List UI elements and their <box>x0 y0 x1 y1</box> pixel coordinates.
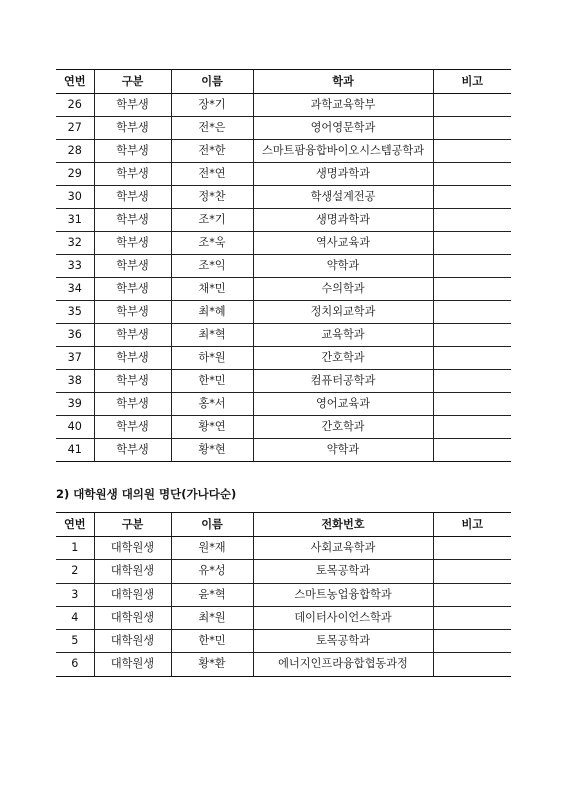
cell-remarks <box>433 653 511 676</box>
cell-department: 생명과학과 <box>253 209 433 232</box>
cell-category: 학부생 <box>94 140 171 163</box>
cell-category: 학부생 <box>94 94 171 117</box>
cell-department: 간호학과 <box>253 416 433 439</box>
cell-department: 교육학과 <box>253 324 433 347</box>
cell-remarks <box>433 232 511 255</box>
cell-category: 학부생 <box>94 278 171 301</box>
cell-remarks <box>433 370 511 393</box>
table-row <box>56 439 511 462</box>
cell-number: 5 <box>56 630 94 653</box>
cell-name: 황*환 <box>171 653 253 676</box>
cell-department: 토목공학과 <box>253 560 433 583</box>
cell-name: 장*기 <box>171 94 253 117</box>
cell-name: 황*연 <box>171 416 253 439</box>
cell-department: 데이터사이언스학과 <box>253 606 433 629</box>
cell-category: 대학원생 <box>94 583 171 606</box>
cell-remarks <box>433 347 511 370</box>
cell-category: 대학원생 <box>94 606 171 629</box>
section-title: 2) 대학원생 대의원 명단(가나다순) <box>56 487 237 501</box>
cell-remarks <box>433 140 511 163</box>
cell-name: 전*연 <box>171 163 253 186</box>
cell-name: 최*혜 <box>171 301 253 324</box>
cell-number: 33 <box>56 255 94 278</box>
cell-department: 역사교육과 <box>253 232 433 255</box>
table-header-row <box>56 513 511 537</box>
cell-category: 학부생 <box>94 370 171 393</box>
cell-number: 41 <box>56 439 94 462</box>
header-number: 연번 <box>56 513 94 537</box>
cell-name: 한*민 <box>171 370 253 393</box>
table-row <box>56 560 511 583</box>
header-name: 이름 <box>171 513 253 537</box>
table-row <box>56 537 511 560</box>
cell-number: 3 <box>56 583 94 606</box>
cell-department: 학생설계전공 <box>253 186 433 209</box>
cell-name: 하*원 <box>171 347 253 370</box>
cell-name: 최*혁 <box>171 324 253 347</box>
cell-remarks <box>433 606 511 629</box>
table-row <box>56 278 511 301</box>
cell-category: 학부생 <box>94 255 171 278</box>
cell-category: 학부생 <box>94 301 171 324</box>
cell-department: 영어영문학과 <box>253 117 433 140</box>
header-remarks: 비고 <box>433 70 511 94</box>
cell-remarks <box>433 393 511 416</box>
header-name: 이름 <box>171 70 253 94</box>
table-row <box>56 163 511 186</box>
cell-number: 32 <box>56 232 94 255</box>
cell-category: 학부생 <box>94 416 171 439</box>
cell-name: 한*민 <box>171 630 253 653</box>
cell-number: 40 <box>56 416 94 439</box>
cell-remarks <box>433 416 511 439</box>
cell-name: 유*성 <box>171 560 253 583</box>
cell-number: 38 <box>56 370 94 393</box>
cell-remarks <box>433 94 511 117</box>
cell-category: 학부생 <box>94 163 171 186</box>
cell-category: 학부생 <box>94 232 171 255</box>
table-row <box>56 94 511 117</box>
table-row <box>56 186 511 209</box>
table-row <box>56 232 511 255</box>
cell-category: 학부생 <box>94 117 171 140</box>
cell-name: 조*기 <box>171 209 253 232</box>
cell-remarks <box>433 630 511 653</box>
cell-number: 26 <box>56 94 94 117</box>
cell-number: 1 <box>56 537 94 560</box>
table-row <box>56 630 511 653</box>
cell-department: 스마트팜융합바이오시스템공학과 <box>253 140 433 163</box>
cell-number: 28 <box>56 140 94 163</box>
cell-category: 학부생 <box>94 347 171 370</box>
cell-category: 대학원생 <box>94 537 171 560</box>
cell-category: 학부생 <box>94 186 171 209</box>
cell-number: 4 <box>56 606 94 629</box>
cell-remarks <box>433 301 511 324</box>
cell-name: 전*은 <box>171 117 253 140</box>
table-row <box>56 117 511 140</box>
cell-category: 학부생 <box>94 439 171 462</box>
cell-remarks <box>433 537 511 560</box>
cell-department: 토목공학과 <box>253 630 433 653</box>
cell-number: 2 <box>56 560 94 583</box>
cell-name: 채*민 <box>171 278 253 301</box>
header-category: 구분 <box>94 513 171 537</box>
table-row <box>56 255 511 278</box>
cell-remarks <box>433 583 511 606</box>
cell-number: 31 <box>56 209 94 232</box>
cell-name: 홍*서 <box>171 393 253 416</box>
header-category: 구분 <box>94 70 171 94</box>
cell-remarks <box>433 278 511 301</box>
table-row <box>56 301 511 324</box>
table-row <box>56 583 511 606</box>
cell-category: 대학원생 <box>94 560 171 583</box>
cell-department: 약학과 <box>253 439 433 462</box>
cell-department: 간호학과 <box>253 347 433 370</box>
cell-department: 영어교육과 <box>253 393 433 416</box>
cell-name: 윤*혁 <box>171 583 253 606</box>
table-row <box>56 606 511 629</box>
cell-number: 6 <box>56 653 94 676</box>
table-row <box>56 347 511 370</box>
cell-name: 원*재 <box>171 537 253 560</box>
table-row <box>56 370 511 393</box>
cell-department: 에너지인프라융합협동과정 <box>253 653 433 676</box>
cell-number: 35 <box>56 301 94 324</box>
cell-number: 29 <box>56 163 94 186</box>
cell-department: 생명과학과 <box>253 163 433 186</box>
table-row <box>56 653 511 676</box>
cell-category: 학부생 <box>94 324 171 347</box>
cell-remarks <box>433 255 511 278</box>
cell-name: 전*한 <box>171 140 253 163</box>
cell-name: 조*익 <box>171 255 253 278</box>
cell-department: 스마트농업융합학과 <box>253 583 433 606</box>
student-representatives-table <box>56 69 511 462</box>
cell-number: 27 <box>56 117 94 140</box>
cell-number: 36 <box>56 324 94 347</box>
cell-remarks <box>433 560 511 583</box>
cell-department: 컴퓨터공학과 <box>253 370 433 393</box>
header-department: 학과 <box>253 70 433 94</box>
cell-category: 대학원생 <box>94 630 171 653</box>
cell-category: 대학원생 <box>94 653 171 676</box>
table-header-row <box>56 70 511 94</box>
cell-remarks <box>433 209 511 232</box>
cell-department: 정치외교학과 <box>253 301 433 324</box>
cell-department: 약학과 <box>253 255 433 278</box>
cell-department: 수의학과 <box>253 278 433 301</box>
table-row <box>56 140 511 163</box>
table-row <box>56 393 511 416</box>
table-row <box>56 209 511 232</box>
cell-remarks <box>433 439 511 462</box>
table-row <box>56 416 511 439</box>
cell-remarks <box>433 186 511 209</box>
cell-remarks <box>433 163 511 186</box>
cell-department: 과학교육학부 <box>253 94 433 117</box>
cell-number: 37 <box>56 347 94 370</box>
cell-number: 39 <box>56 393 94 416</box>
header-phone: 전화번호 <box>253 513 433 537</box>
cell-number: 30 <box>56 186 94 209</box>
cell-remarks <box>433 117 511 140</box>
cell-name: 조*욱 <box>171 232 253 255</box>
cell-name: 황*현 <box>171 439 253 462</box>
cell-name: 정*찬 <box>171 186 253 209</box>
cell-remarks <box>433 324 511 347</box>
cell-department: 사회교육학과 <box>253 537 433 560</box>
header-remarks: 비고 <box>433 513 511 537</box>
cell-name: 최*원 <box>171 606 253 629</box>
cell-category: 학부생 <box>94 393 171 416</box>
cell-category: 학부생 <box>94 209 171 232</box>
cell-number: 34 <box>56 278 94 301</box>
graduate-representatives-table <box>56 512 511 677</box>
header-number: 연번 <box>56 70 94 94</box>
table-row <box>56 324 511 347</box>
